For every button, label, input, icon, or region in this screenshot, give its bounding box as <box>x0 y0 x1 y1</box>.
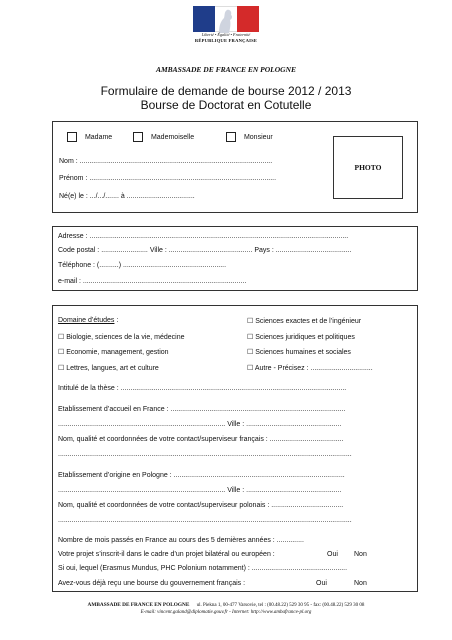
checkbox-mademoiselle[interactable] <box>133 132 143 142</box>
domain-option-sciences-juridiques[interactable]: ☐ Sciences juridiques et politiques <box>247 334 355 341</box>
bourse-oui[interactable]: Oui <box>316 580 327 587</box>
projet-non[interactable]: Non <box>354 551 367 558</box>
domain-option-sciences-exactes[interactable]: ☐ Sciences exactes et de l’ingénieur <box>247 318 362 325</box>
contact-pologne-line[interactable]: ....................................................................................................................................................... <box>58 517 352 524</box>
these-field[interactable]: Intitulé de la thèse : .................................................................................................................... <box>58 385 347 392</box>
civility-madame[interactable] <box>67 132 112 142</box>
bourse-question: Avez-vous déjà reçu une bourse du gouvernement français : <box>58 580 246 587</box>
checkbox-madame[interactable] <box>67 132 77 142</box>
footer-embassy: AMBASSADE DE FRANCE EN POLOGNE <box>87 602 190 608</box>
domain-label: Domaine d’études <box>58 317 115 324</box>
form-title-line1: Formulaire de demande de bourse 2012 / 2013 <box>100 84 352 98</box>
etab-pologne-ville-field[interactable]: ...................................................................................... Ville : ................................................. <box>58 487 342 494</box>
embassy-title: AMBASSADE DE FRANCE EN POLOGNE <box>155 65 297 74</box>
adresse-field[interactable]: Adresse : ..................................................................................................................................... <box>58 233 349 240</box>
code-postal-field[interactable]: Code postal : ........................ Ville : ........................................... Pays : ....................................... <box>58 247 352 254</box>
prenom-field[interactable]: Prénom : ................................................................................................ <box>59 175 277 182</box>
footer-line1 <box>0 602 452 609</box>
civility-monsieur[interactable] <box>226 132 273 142</box>
label-madame: Madame <box>84 133 113 141</box>
etab-france-ville-field[interactable]: ...................................................................................... Ville : ................................................. <box>58 421 342 428</box>
form-title <box>0 84 452 112</box>
telephone-field[interactable]: Téléphone : (..........) ..................................................... <box>58 262 227 269</box>
civility-mademoiselle[interactable] <box>133 132 194 142</box>
etab-france-field[interactable]: Etablissement d’accueil en France : .......................................................................................... <box>58 406 346 413</box>
domain-option-lettres[interactable]: ☐ Lettres, langues, art et culture <box>58 365 159 372</box>
contact-pologne-field[interactable]: Nom, qualité et coordonnées de votre contact/superviseur polonais : ..................................... <box>58 502 344 509</box>
projet-oui[interactable]: Oui <box>327 551 338 558</box>
footer-line2: E-mail: vincent.galand@diplomatie.gouv.fr - Internet: http://www.ambafrance-pl.org <box>140 610 312 615</box>
domain-option-autre[interactable]: ☐ Autre - Précisez : ................................ <box>247 365 373 372</box>
photo-label: PHOTO <box>354 163 382 172</box>
domain-heading: Domaine d’études : <box>58 317 119 324</box>
french-flag <box>193 6 259 32</box>
si-oui-field[interactable]: Si oui, lequel (Erasmus Mundus, PHC Polonium notamment) : ................................................. <box>58 565 348 572</box>
motto: Liberté • Égalité • Fraternité <box>201 32 251 37</box>
email-field[interactable]: e-mail : .................................................................................... <box>58 278 247 285</box>
footer <box>0 602 452 616</box>
contact-france-field[interactable]: Nom, qualité et coordonnées de votre contact/superviseur français : ...................................... <box>58 436 344 443</box>
photo-box <box>333 136 403 199</box>
republique-francaise-logo <box>193 6 259 44</box>
contact-france-line[interactable]: ....................................................................................................................................................... <box>58 451 352 458</box>
checkbox-monsieur[interactable] <box>226 132 236 142</box>
etab-pologne-field[interactable]: Etablissement d’origine en Pologne : ........................................................................................ <box>58 472 345 479</box>
domain-option-economie[interactable]: ☐ Economie, management, gestion <box>58 349 169 356</box>
label-mademoiselle: Mademoiselle <box>150 133 195 141</box>
domain-option-sciences-humaines[interactable]: ☐ Sciences humaines et sociales <box>247 349 351 356</box>
birth-field[interactable]: Né(e) le : .../.../....... à ................................... <box>59 193 195 200</box>
label-monsieur: Monsieur <box>243 133 273 141</box>
republique-francaise-text: RÉPUBLIQUE FRANÇAISE <box>194 38 258 43</box>
form-title-line2: Bourse de Doctorat en Cotutelle <box>140 98 312 112</box>
mois-field[interactable]: Nombre de mois passés en France au cours des 5 dernières années : .............. <box>58 537 304 544</box>
projet-question: Votre projet s’inscrit-il dans le cadre d’un projet bilatéral ou européen : <box>58 551 275 558</box>
bourse-non[interactable]: Non <box>354 580 367 587</box>
nom-field[interactable]: Nom : ................................................................................................... <box>59 158 273 165</box>
footer-address: ul. Piekna 1, 00-477 Varsovie, tel : (00.48.22) 529 30 95 - fax: (00.48.22) 529 30 08 <box>196 603 365 608</box>
domain-option-biologie[interactable]: ☐ Biologie, sciences de la vie, médecine <box>58 334 185 341</box>
